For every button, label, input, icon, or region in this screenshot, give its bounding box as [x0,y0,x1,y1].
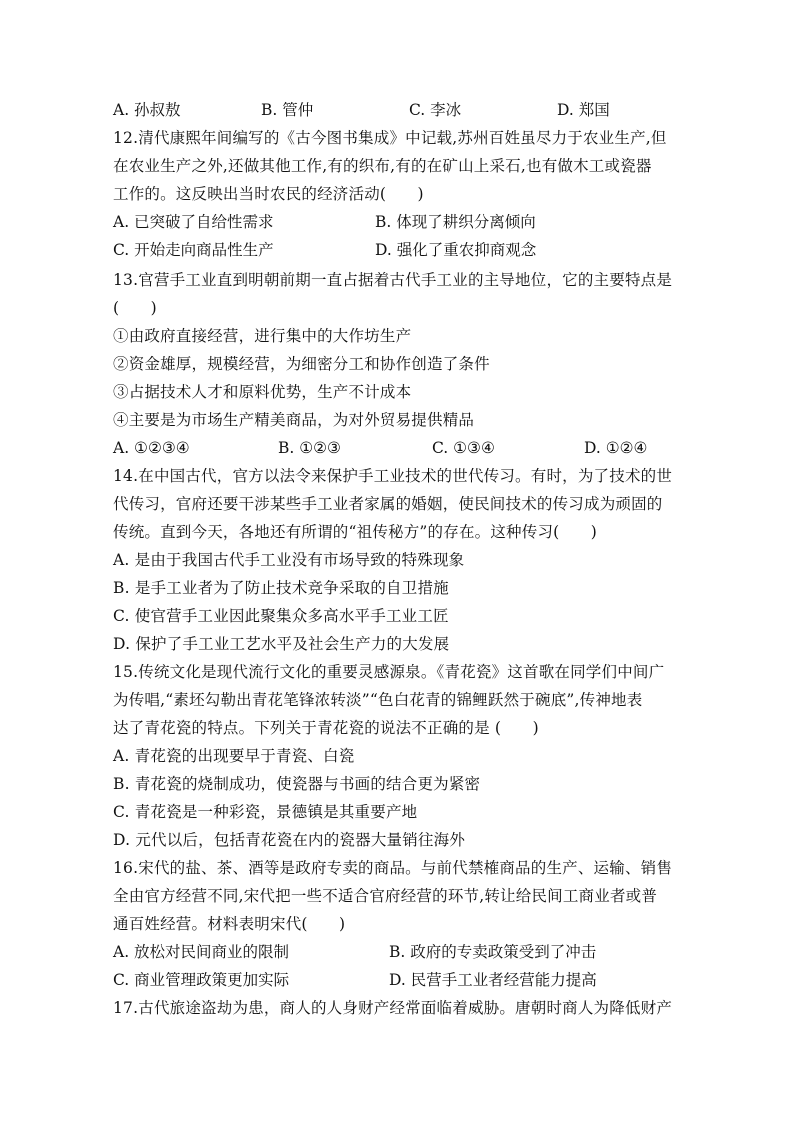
q12-stem-line: 工作的。这反映出当时农民的经济活动( ) [113,185,424,203]
q12-option-b: B. 体现了耕织分离倾向 [375,213,536,231]
q14-stem-line: 传统。直到今天，各地还有所谓的“祖传秘方”的存在。这种传习( ) [113,523,598,541]
q12-stem-line: 在农业生产之外,还做其他工作,有的织布,有的在矿山上采石,也有做木工或瓷器 [113,157,652,175]
q13-stem-line: ( ) [113,299,157,317]
q16-option-d: D. 民营手工业者经营能力提高 [389,971,597,989]
q12-option-a: A. 已突破了自给性需求 [113,213,274,231]
q11-option-d: D. 郑国 [557,101,610,119]
q13-option-c: C. ①③④ [432,439,495,457]
q14-option-b: B. 是手工业者为了防止技术竞争采取的自卫措施 [113,579,449,597]
q16-stem-line: 全由官方经营不同,宋代把一些不适合官府经营的环节,转让给民间工商业者或普 [113,887,658,905]
q16-option-c: C. 商业管理政策更加实际 [113,971,290,989]
q16-option-b: B. 政府的专卖政策受到了冲击 [389,943,597,961]
q13-statement: ②资金雄厚，规模经营，为细密分工和协作创造了条件 [113,355,490,373]
q15-stem-line: 15.传统文化是现代流行文化的重要灵感源泉。《青花瓷》这首歌在同学们中间广 [113,663,665,681]
q15-option-b: B. 青花瓷的烧制成功，使瓷器与书画的结合更为紧密 [113,775,481,793]
q12-options-row [113,208,683,236]
q11-option-b: B. 管仲 [261,101,314,119]
q16-stem-line: 16.宋代的盐、茶、酒等是政府专卖的商品。与前代禁榷商品的生产、运输、销售 [113,859,673,877]
q12-stem-line: 12.清代康熙年间编写的《古今图书集成》中记载,苏州百姓虽尽力于农业生产,但 [113,129,667,147]
q14-option-d: D. 保护了手工业工艺水平及社会生产力的大发展 [113,635,450,653]
q15-option-c: C. 青花瓷是一种彩瓷，景德镇是其重要产地 [113,803,418,821]
q13-option-b: B. ①②③ [278,439,341,457]
q11-option-a: A. 孙叔敖 [113,101,181,119]
q13-options [113,434,683,462]
q17-stem-line: 17.古代旅途盗劫为患，商人的人身财产经常面临着威胁。唐朝时商人为降低财产 [113,999,673,1017]
q16-options-row [113,966,683,994]
q14-option-c: C. 使官营手工业因此聚集众多高水平手工业工匠 [113,607,449,625]
q13-option-d: D. ①②④ [584,439,648,457]
q15-stem-line: 为传唱,“素坯勾勒出青花笔锋浓转淡”“色白花青的锦鲤跃然于碗底”,传神地表 [113,691,643,709]
q11-option-c: C. 李冰 [409,101,462,119]
q16-stem-line: 通百姓经营。材料表明宋代( ) [113,915,346,933]
q15-stem-line: 达了青花瓷的特点。下列关于青花瓷的说法不正确的是 ( ) [113,719,539,737]
q14-stem-line: 14.在中国古代，官方以法令来保护手工业技术的世代传习。有时，为了技术的世 [113,467,673,485]
q13-statement: ①由政府直接经营，进行集中的大作坊生产 [113,327,412,345]
q12-option-d: D. 强化了重农抑商观念 [375,241,537,259]
q16-option-a: A. 放松对民间商业的限制 [113,943,290,961]
q16-options-row [113,938,683,966]
q13-statement: ④主要是为市场生产精美商品，为对外贸易提供精品 [113,411,475,429]
q13-option-a: A. ①②③④ [113,439,190,457]
q14-stem-line: 代传习，官府还要干涉某些手工业者家属的婚姻，使民间技术的传习成为顽固的 [113,495,663,513]
q12-options-row [113,236,683,264]
q14-option-a: A. 是由于我国古代手工业没有市场导致的特殊现象 [113,551,465,569]
q13-stem-line: 13.官营手工业直到明朝前期一直占据着古代手工业的主导地位，它的主要特点是 [113,271,673,289]
q11-options [113,96,683,124]
q12-option-c: C. 开始走向商品性生产 [113,241,274,259]
q15-option-a: A. 青花瓷的出现要早于青瓷、白瓷 [113,747,355,765]
q13-statement: ③占据技术人才和原料优势，生产不计成本 [113,383,412,401]
q15-option-d: D. 元代以后，包括青花瓷在内的瓷器大量销往海外 [113,831,466,849]
